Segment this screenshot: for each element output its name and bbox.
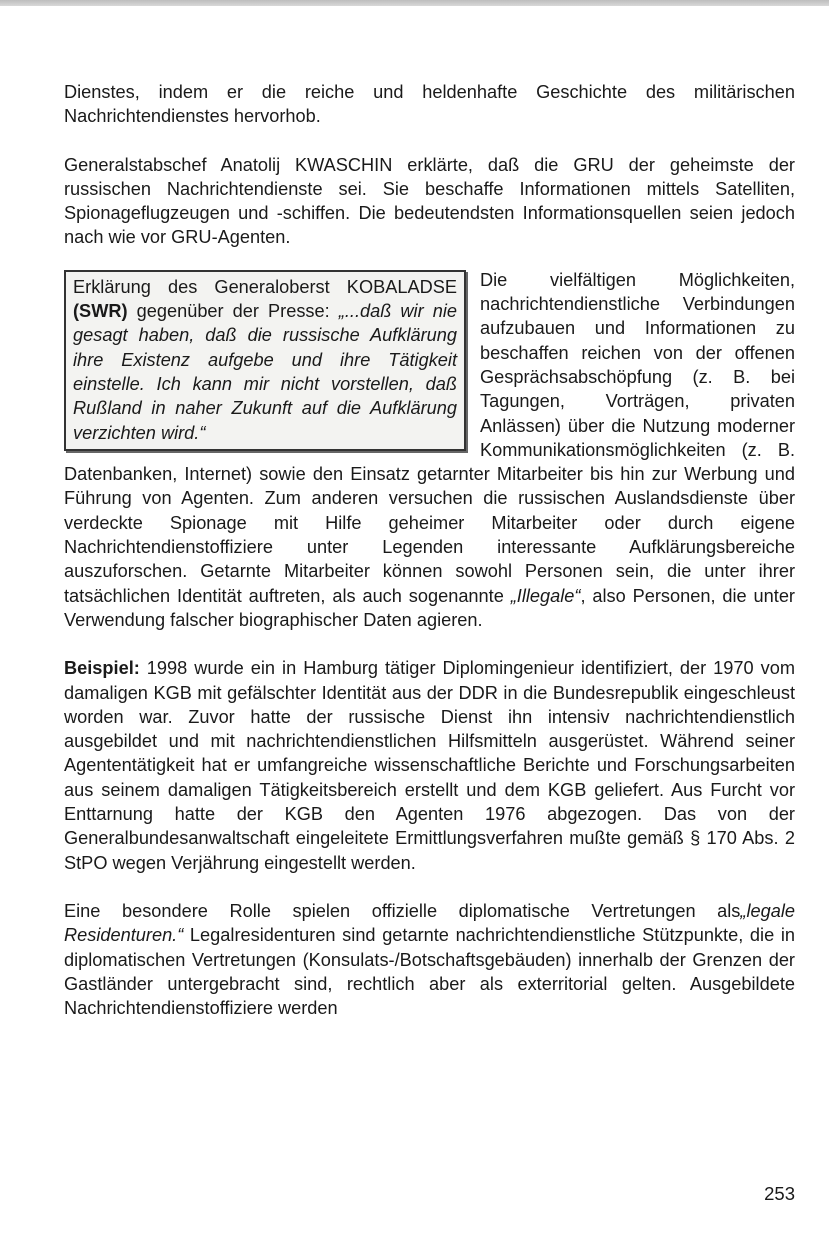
methods-text: Die vielfältigen Möglichkeiten, nachrichtendienstliche Verbindungen aufzubauen und Informationen zu beschaffen reichen von der offenen Gesprächsabschöpfung (z. B. bei Tagungen, Vorträgen, privaten Anlässen) über die Nutzung moderner Kommunikationsmöglichkeiten (z. B. Datenbanken, Internet) sowie den Einsatz getarnter Mitarbeiter bis hin zur Werbung und Führung von Agenten. Zum anderen versuchen die russischen Auslandsdienste über verdeckte Spionage mit Hilfe geheimer Mitarbeiter oder durch eigene Nachrichtendienstoffiziere unter Legenden interessante Aufklärungsbereiche auszuforschen. Getarnte Mitarbeiter können sowohl Personen sein, die unter ihrer tatsächlichen Identität auftreten, als auch sogenannte: [64, 269, 795, 606]
paragraph-spacer: [64, 875, 795, 899]
callout-quote: „...daß wir nie gesagt haben, daß die russische Aufklärung ihre Existenz aufgebe und ihre Tätigkeit einstelle. Ich kann mir nicht vorstellen, daß Rußland in naher Zukunft auf die Aufklärung verzichten wird.“: [73, 301, 457, 443]
callout-lead: gegenüber der Presse:: [127, 301, 339, 322]
page-number: 253: [764, 1183, 795, 1204]
paragraph-spacer: [64, 250, 795, 268]
paragraph-kwaschin: Generalstabschef Anatolij KWASCHIN erklärte, daß die GRU der geheimste der russischen Nachrichtendienste sei. Sie beschaffe Informationen mittels Satelliten, Spionageflugzeugen und -schiffen. Die bedeutendsten Informationsquellen seien jedoch nach wie vor GRU-Agenten.: [64, 154, 795, 248]
callout-agency: (SWR): [73, 301, 128, 322]
paragraph-spacer: [64, 129, 795, 153]
callout-intro: Erklärung des Generaloberst KOBALADSE: [73, 276, 457, 297]
paragraph-spacer: [64, 632, 795, 656]
term-legale-residenturen: „legale Residenturen.“: [64, 900, 795, 946]
paragraph-example: [64, 656, 795, 875]
scan-top-edge: [0, 0, 829, 6]
methods-text-end: , also Personen, die unter Verwendung falscher biographischer Daten agieren.: [64, 585, 795, 630]
paragraph-residenturen: [64, 899, 795, 1020]
example-label: Beispiel:: [64, 658, 140, 679]
paragraph-intro: Dienstes, indem er die reiche und heldenhafte Geschichte des militärischen Nachrichtendienstes hervorhob.: [64, 82, 795, 127]
residenturen-text: Eine besondere Rolle spielen offizielle diplomatische Vertretungen als: [64, 900, 741, 921]
quote-callout-box: [64, 270, 466, 451]
document-page: [64, 80, 795, 1020]
residenturen-text-end: Legalresidenturen sind getarnte nachrichtendienstliche Stützpunkte, die in diplomatischen Vertretungen (Konsulats-/Botschaftsgebäuden) innerhalb der Grenzen der Gastländer untergebracht sind, rechtlich aber als exterritorial gelten. Ausgebildete Nachrichtendienstoffiziere werden: [64, 925, 795, 1019]
example-text: 1998 wurde ein in Hamburg tätiger Diplomingenieur identifiziert, der 1970 vom damaligen KGB mit gefälschter Identität aus der DDR in die Bundesrepublik eingeschleust worden war. Zuvor hatte der russische Dienst ihn intensiv nachrichtendienstlich ausgebildet und mit nachrichtendienstlichen Hilfsmitteln ausgerüstet. Während seiner Agententätigkeit hat er umfangreiche wissenschaftliche Berichte und Forschungsarbeiten aus seinem damaligen Tätigkeitsbereich erstellt und dem KGB geliefert. Aus Furcht vor Enttarnung hatte der KGB den Agenten 1976 abgezogen. Das von der Generalbundesanwaltschaft eingeleitete Ermittlungsverfahren mußte gemäß § 170 Abs. 2 StPO wegen Verjährung eingestellt werden.: [64, 658, 795, 873]
term-illegale: „Illegale“: [510, 585, 581, 606]
